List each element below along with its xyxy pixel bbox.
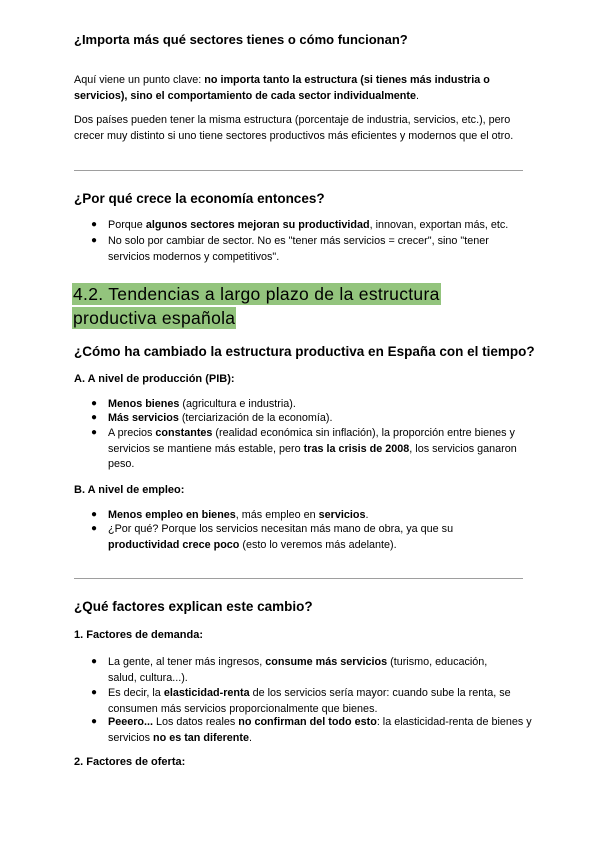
text: .: [416, 90, 419, 102]
text: ¿Por qué? Porque los servicios necesitan más mano de obra, ya que su: [108, 523, 454, 535]
text: , los servicios ganaron peso.: [108, 442, 517, 470]
bullet-icon: ●: [91, 398, 98, 409]
paragraph-two-countries: Dos países pueden tener la misma estructura (porcentaje de industria, servicios, etc.), pero crecer muy distinto si uno tiene sectores productivos más eficientes y modernos que el otro.: [74, 114, 514, 142]
bold-text: servicios: [318, 509, 366, 521]
bold-text: no confirman del todo esto: [238, 716, 377, 728]
text: Es decir, la: [108, 687, 164, 699]
text: A precios: [108, 427, 156, 439]
bold-text: Peeero...: [108, 716, 154, 728]
bold-text: constantes: [155, 427, 213, 439]
text: Los datos reales: [153, 716, 239, 728]
bold-text: Menos empleo en bienes: [108, 509, 236, 521]
bold-text: consume más servicios: [265, 656, 388, 668]
bullet-icon: ●: [91, 509, 98, 520]
text: (turismo, educación, salud, cultura...).: [108, 656, 488, 684]
bold-text: no es tan diferente: [153, 731, 249, 744]
text: (esto lo veremos más adelante).: [239, 538, 397, 551]
text: La gente, al tener más ingresos,: [108, 656, 266, 668]
text: Aquí viene un punto clave:: [74, 74, 205, 86]
bullet-icon: ●: [91, 523, 98, 534]
bullet-icon: ●: [91, 687, 98, 698]
bullet-icon: ●: [91, 656, 98, 667]
list-item: [108, 426, 530, 473]
section-heading-factors: ¿Qué factores explican este cambio?: [74, 599, 313, 614]
section-heading-change: ¿Cómo ha cambiado la estructura productiva en España con el tiempo?: [74, 344, 535, 359]
bullet-icon: ●: [91, 716, 98, 727]
bullet-icon: ●: [91, 235, 98, 246]
horizontal-divider: [74, 578, 523, 579]
bold-text: Menos bienes: [108, 398, 180, 410]
text: (realidad económica sin inflación), la proporción entre bienes y servicios se mantiene más estable, pero: [108, 427, 515, 455]
text: , innovan, exportan más, etc.: [369, 219, 509, 231]
title-line-2: productiva española: [73, 308, 236, 328]
bullet-icon: ●: [91, 219, 98, 230]
bullet-icon: ●: [91, 412, 98, 423]
bold-text: elasticidad-renta: [163, 687, 250, 699]
bold-text: productividad crece poco: [108, 538, 240, 551]
horizontal-divider: [74, 170, 523, 171]
bullet-icon: ●: [91, 427, 98, 438]
subheading-supply: 2. Factores de oferta:: [74, 756, 186, 768]
list-item: [108, 686, 533, 717]
list-item: [108, 522, 508, 553]
bold-text: algunos sectores mejoran su productividad: [145, 219, 370, 231]
text: .: [249, 731, 252, 744]
bold-text: Más servicios: [108, 412, 179, 424]
text: .: [365, 509, 369, 521]
title-line-1: 4.2. Tendencias a largo plazo de la estructura: [73, 284, 440, 304]
text: , más empleo en: [235, 509, 319, 521]
list-item: [108, 218, 528, 234]
section-heading-growth: ¿Por qué crece la economía entonces?: [74, 191, 325, 206]
subheading-employment: B. A nivel de empleo:: [74, 484, 185, 496]
chapter-title: [72, 282, 441, 330]
text: (terciarización de la economía).: [178, 412, 333, 424]
bold-text: tras la crisis de 2008: [303, 442, 410, 455]
text: (agricultura e industria).: [179, 398, 296, 410]
text: : la elasticidad-renta de bienes y servicios: [108, 716, 532, 744]
text: de los servicios sería mayor: cuando sube la renta, se consumen más servicios proporcionalmente que bienes.: [108, 687, 511, 715]
section-heading-structure: ¿Importa más qué sectores tienes o cómo funcionan?: [74, 32, 408, 47]
text: Porque: [108, 219, 146, 231]
subheading-production: A. A nivel de producción (PIB):: [74, 373, 235, 385]
paragraph-key-point: [74, 72, 514, 104]
subheading-demand: 1. Factores de demanda:: [74, 629, 203, 641]
list-item: [108, 411, 528, 427]
list-item: [108, 715, 533, 746]
list-item: No solo por cambiar de sector. No es "tener más servicios = crecer", sino "tener servicios modernos y competitivos".: [108, 235, 489, 263]
list-item: [108, 655, 513, 686]
bold-text: no importa tanto la estructura (si tienes más industria o servicios), sino el comportamiento de cada sector individualmente: [74, 74, 490, 102]
